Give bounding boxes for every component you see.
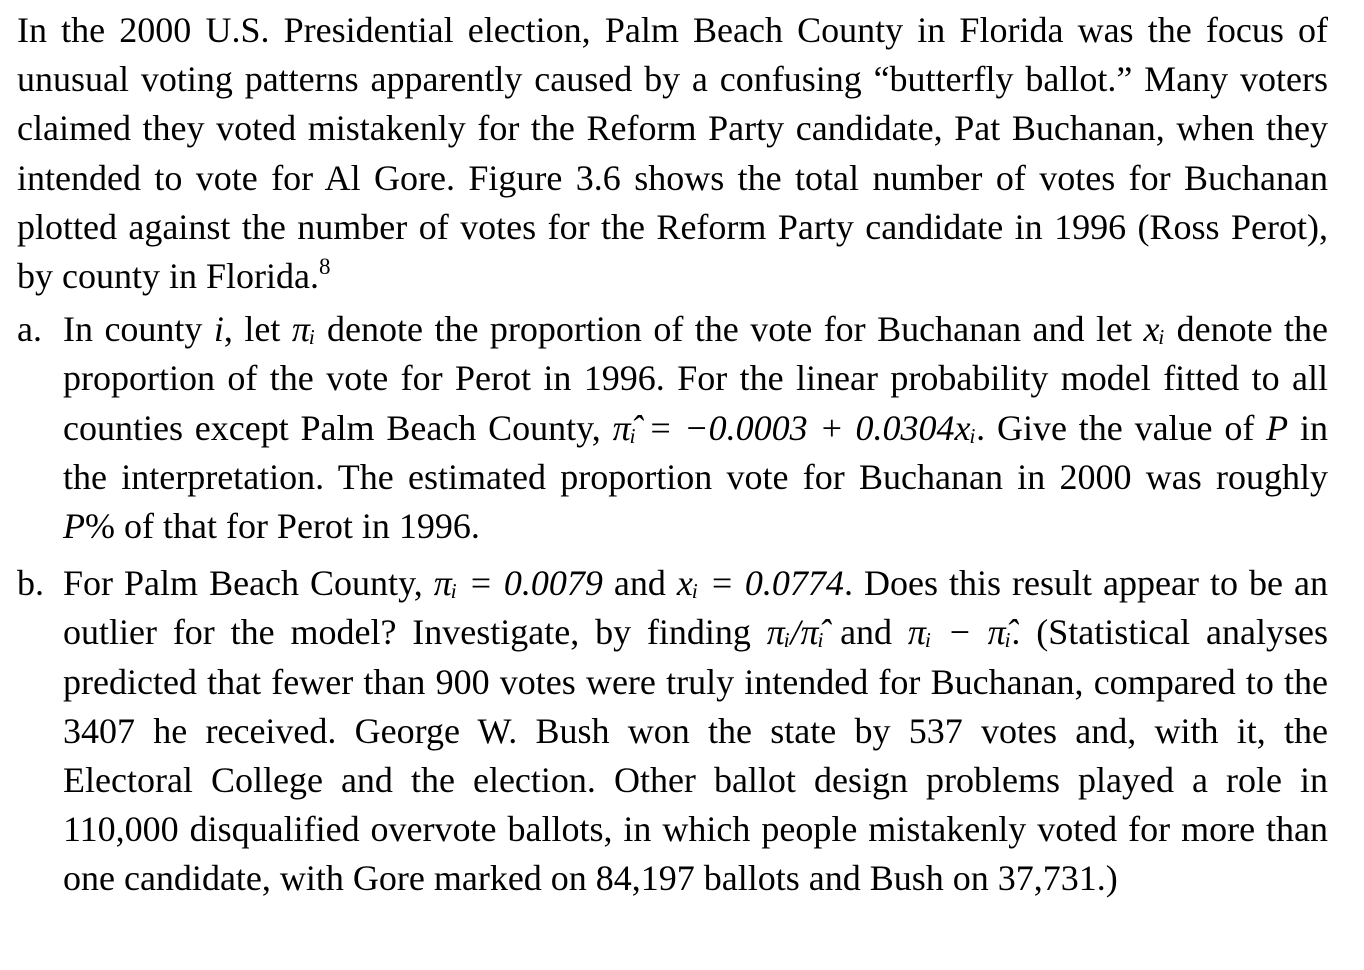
item-b-text-2: and [602,563,677,604]
item-a-math-pi: πᵢ [291,309,316,350]
item-a-text-4: denote the proportion of the vote for Perot in 1996. For the linear probability model fitted to all counties except Palm Beach County, [63,309,1329,448]
item-a-math-x: xᵢ [1143,309,1166,350]
item-a-text-1: In county [63,309,214,350]
item-b-math-x-value: xᵢ = 0.0774 [676,563,844,604]
item-a-text-5: . Give the value of [976,407,1267,448]
item-b-math-ratio: πᵢ/π̂ᵢ [766,612,825,653]
item-a-math-county-index: i [213,309,224,350]
item-a-text-2: , let [223,309,292,350]
item-b-text-1: For Palm Beach County, [63,563,434,604]
item-b-text-4: and [824,612,908,653]
item-a-math-model-equation: π̂ᵢ = −0.0003 + 0.0304xᵢ [612,407,977,448]
exercise-item-a [17,305,1328,551]
exercise-item-b [17,559,1328,903]
item-label-a: a. [17,309,42,350]
item-a-math-p: P [1266,407,1289,448]
item-b-text-3: . Does this result appear to be an outlier for the model? Investigate, by finding [63,563,1329,653]
item-b-math-difference: πᵢ − π̂ᵢ [907,612,1012,653]
exercise-list [17,305,1328,903]
item-a-text-3: denote the proportion of the vote for Buchanan and let [315,309,1144,350]
item-a-text-7: % of that for Perot in 1996. [85,506,480,547]
intro-text: In the 2000 U.S. Presidential election, Palm Beach County in Florida was the focus of unusual voting patterns apparently caused by a confusing “butterfly ballot.” Many voters claimed they voted mistakenly for the Reform Party candidate, Pat Buchanan, when they intended to vote for Al Gore. Figure 3.6 shows the total number of votes for Buchanan plotted against the number of votes for the Reform Party candidate in 1996 (Ross Perot), by county in Florida. [17,10,1328,297]
item-a-text-6: in the interpretation. The estimated proportion vote for Buchanan in 2000 was roughly [63,407,1328,497]
item-b-text-5: . (Statistical analyses predicted that fewer than 900 votes were truly intended for Buchanan, compared to the 3407 he received. George W. Bush won the state by 537 votes and, with it, the Electoral College and the election. Other ballot design problems played a role in 110,000 disqualified overvote ballots, in which people mistakenly voted for more than one candidate, with Gore marked on 84,197 ballots and Bush on 37,731.) [63,612,1328,899]
item-a-math-p-percent: P [63,506,85,547]
footnote-marker: 8 [318,254,331,280]
intro-paragraph [17,6,1328,301]
item-label-b: b. [17,563,44,604]
item-b-math-pi-value: πᵢ = 0.0079 [433,563,603,604]
